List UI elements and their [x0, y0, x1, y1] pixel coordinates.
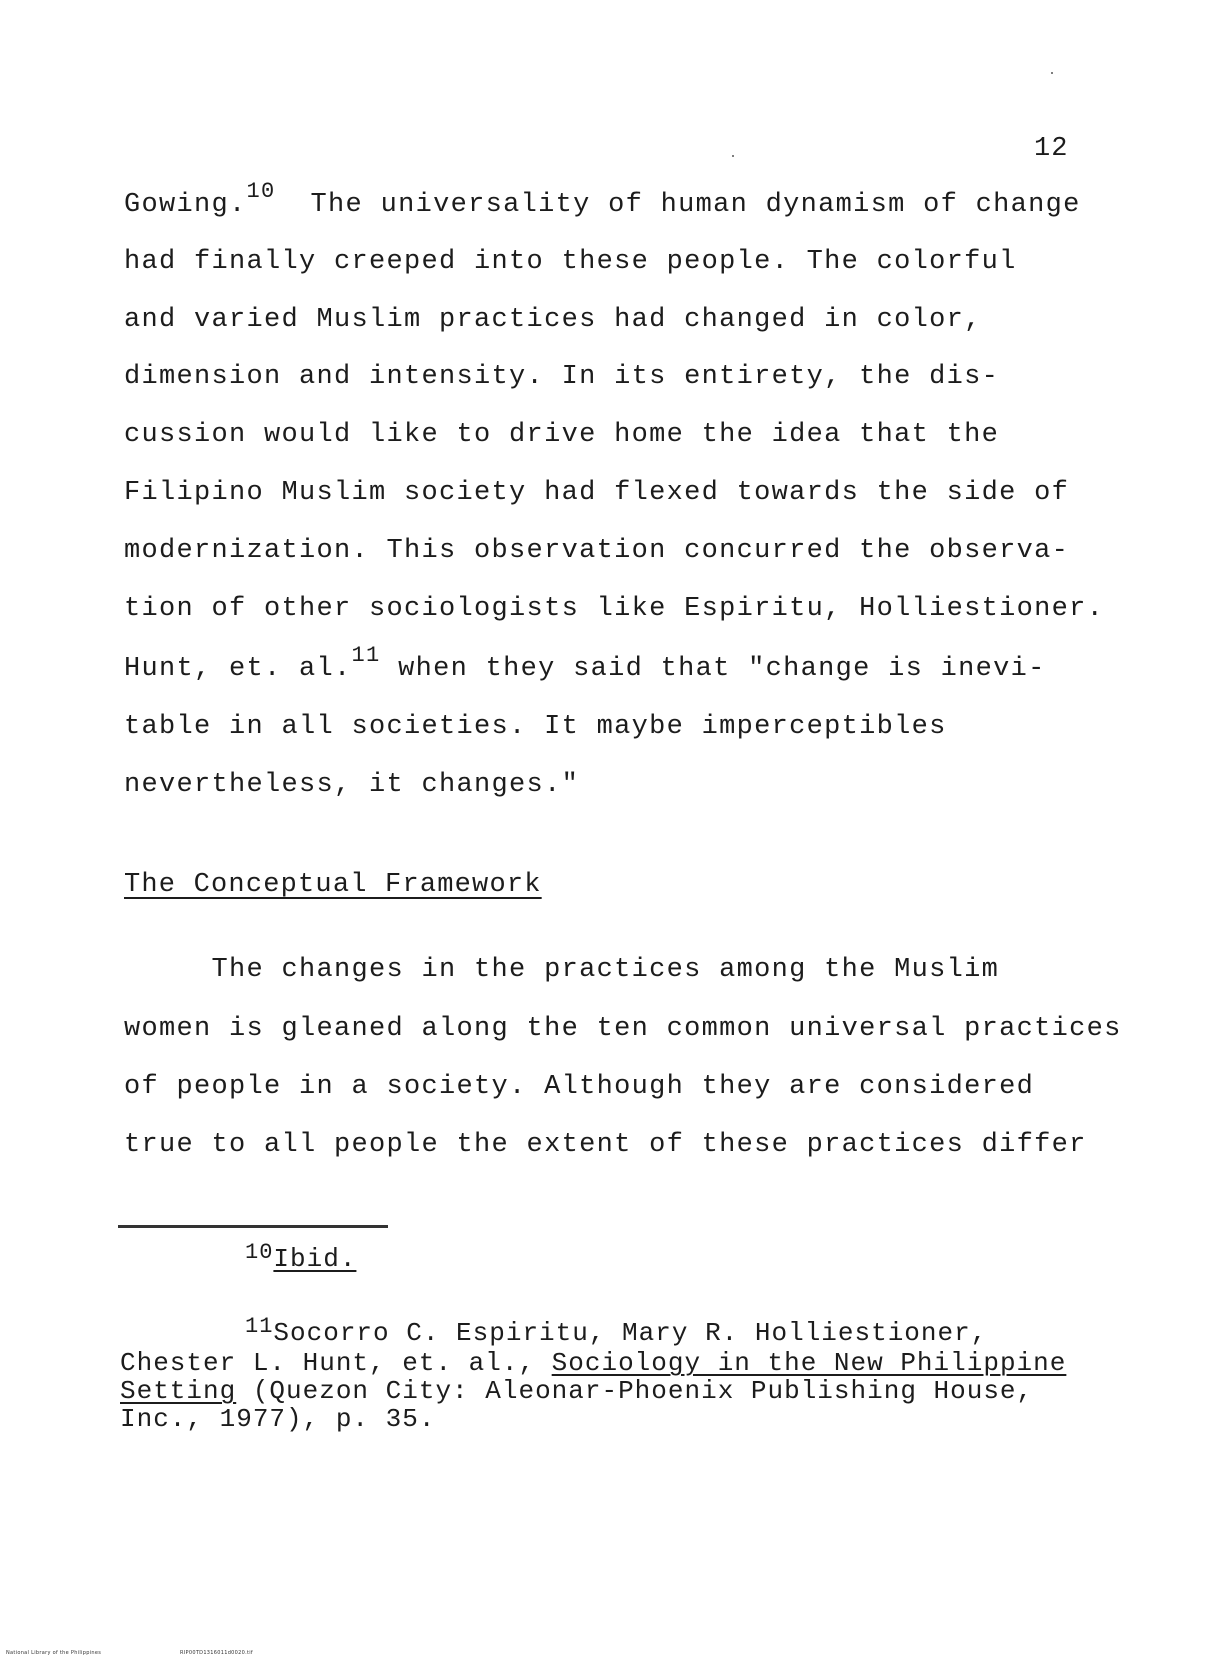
paragraph-line: had finally creeped into these people. The colorful [124, 247, 1017, 277]
paragraph-line: true to all people the extent of these practices differ [124, 1130, 1087, 1160]
footnote-mark: 10 [245, 1240, 274, 1265]
paragraph-line: tion of other sociologists like Espiritu, Holliestioner. [124, 594, 1105, 624]
paragraph-line: The changes in the practices among the Muslim [124, 955, 1000, 985]
page-number: 12 [1034, 134, 1069, 164]
footer-stamp-left: National Library of the Philippines [6, 1650, 102, 1656]
paragraph-line: women is gleaned along the ten common universal practices [124, 1014, 1122, 1044]
footnote-11-line: Inc., 1977), p. 35. [120, 1404, 436, 1434]
paragraph-line: dimension and intensity. In its entirety, the dis- [124, 362, 1000, 392]
footer-stamp-right: RIP00TD1316011d0020.tif [180, 1650, 253, 1656]
section-heading: The Conceptual Framework [124, 870, 542, 900]
paragraph-line: cussion would like to drive home the idea that the [124, 420, 1000, 450]
paragraph-line: table in all societies. It maybe imperceptibles [124, 712, 947, 742]
footnote-11-line: Chester L. Hunt, et. al., Sociology in the New Philippine [120, 1348, 1067, 1378]
footnote-separator [118, 1225, 388, 1228]
paragraph-line: and varied Muslim practices had changed in color, [124, 305, 982, 335]
footnote-ref: 11 [351, 643, 381, 668]
paragraph-line: Filipino Muslim society had flexed towards the side of [124, 478, 1070, 508]
footnote-11-line: Setting (Quezon City: Aleonar-Phoenix Publishing House, [120, 1376, 1034, 1406]
paragraph-line: of people in a society. Although they are considered [124, 1072, 1035, 1102]
scan-speck [1051, 72, 1053, 74]
paragraph-line: nevertheless, it changes." [124, 770, 580, 800]
paragraph-line: Gowing.$^{10}$ The universality of human dynamism of change [124, 179, 1081, 220]
footnote-ref: 10 [246, 179, 276, 204]
footnote-11-line: $^{11}$Socorro C. Espiritu, Mary R. Holliestioner, [245, 1314, 988, 1348]
footnote-10: $^{10}$Ibid. [245, 1240, 357, 1274]
scan-speck [732, 155, 734, 157]
paragraph-line: modernization. This observation concurred the observa- [124, 536, 1070, 566]
footnote-mark: 11 [245, 1314, 274, 1339]
paragraph-line: Hunt, et. al.$^{11}$ when they said that "change is inevi- [124, 643, 1046, 684]
